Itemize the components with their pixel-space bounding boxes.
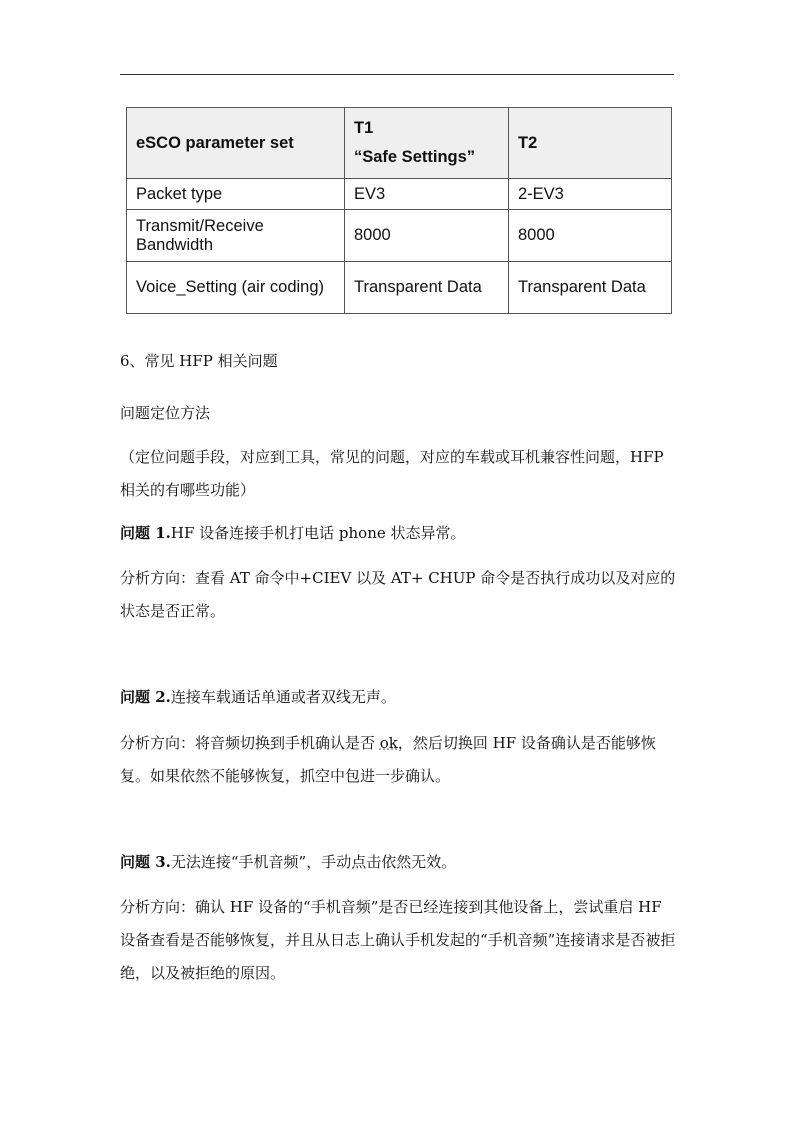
- method-note: （定位问题手段，对应到工具，常见的问题，对应的车载或耳机兼容性问题，HFP相关的有哪些功能）: [120, 448, 664, 499]
- analysis-text: 分析方向：将音频切换到手机确认是否: [120, 734, 380, 752]
- table-cell: Packet type: [127, 179, 345, 210]
- table-header-cell: T2: [509, 108, 672, 179]
- table-cell: EV3: [345, 179, 509, 210]
- issue-label: 问题 1.: [120, 524, 171, 542]
- t1-sublabel: “Safe Settings”: [354, 148, 476, 166]
- issue-label: 问题 2.: [120, 688, 171, 706]
- issue-title-text: 连接车载通话单通或者双线无声。: [170, 688, 396, 706]
- table-header-row: [127, 108, 672, 179]
- header-rule: [120, 74, 674, 75]
- issue-title-text: 无法连接“手机音频”，手动点击依然无效。: [170, 853, 457, 871]
- table-cell: 2-EV3: [509, 179, 672, 210]
- issue-label: 问题 3.: [120, 853, 171, 871]
- analysis-text: ，然后切换回 HF 设备确认是否能够恢复。如果依然不能够恢复，抓空中包进一步确认。: [120, 734, 656, 785]
- table-row: [127, 210, 672, 262]
- table-cell: Transparent Data: [509, 262, 672, 314]
- table-cell: Transparent Data: [345, 262, 509, 314]
- table-header-cell: eSCO parameter set: [127, 108, 345, 179]
- ok-word: ok: [379, 734, 398, 752]
- esco-parameter-table: [126, 107, 672, 314]
- issue-1-analysis: 分析方向：查看 AT 命令中+CIEV 以及 AT+ CHUP 命令是否执行成功以及对应的状态是否正常。: [120, 569, 676, 620]
- issue-title-text: HF 设备连接手机打电话 phone 状态异常。: [170, 524, 466, 542]
- table-cell: 8000: [345, 210, 509, 262]
- issue-1-title: [120, 517, 676, 550]
- section-heading: 6、常见 HFP 相关问题: [120, 352, 278, 370]
- issue-3-title: [120, 846, 676, 879]
- issue-2-title: [120, 681, 676, 714]
- method-heading: 问题定位方法: [120, 404, 211, 422]
- table-row: [127, 179, 672, 210]
- table-cell: Transmit/Receive Bandwidth: [127, 210, 345, 262]
- table-header-cell: [345, 108, 509, 179]
- t1-label: T1: [354, 119, 374, 137]
- table-cell: Voice_Setting (air coding): [127, 262, 345, 314]
- issue-2-analysis: [120, 727, 676, 793]
- table-row: [127, 262, 672, 314]
- table-cell: 8000: [509, 210, 672, 262]
- issue-3-analysis: 分析方向：确认 HF 设备的“手机音频”是否已经连接到其他设备上，尝试重启 HF 设备查看是否能够恢复，并且从日志上确认手机发起的“手机音频”连接请求是否被拒绝，以及被拒绝的原因。: [120, 898, 676, 982]
